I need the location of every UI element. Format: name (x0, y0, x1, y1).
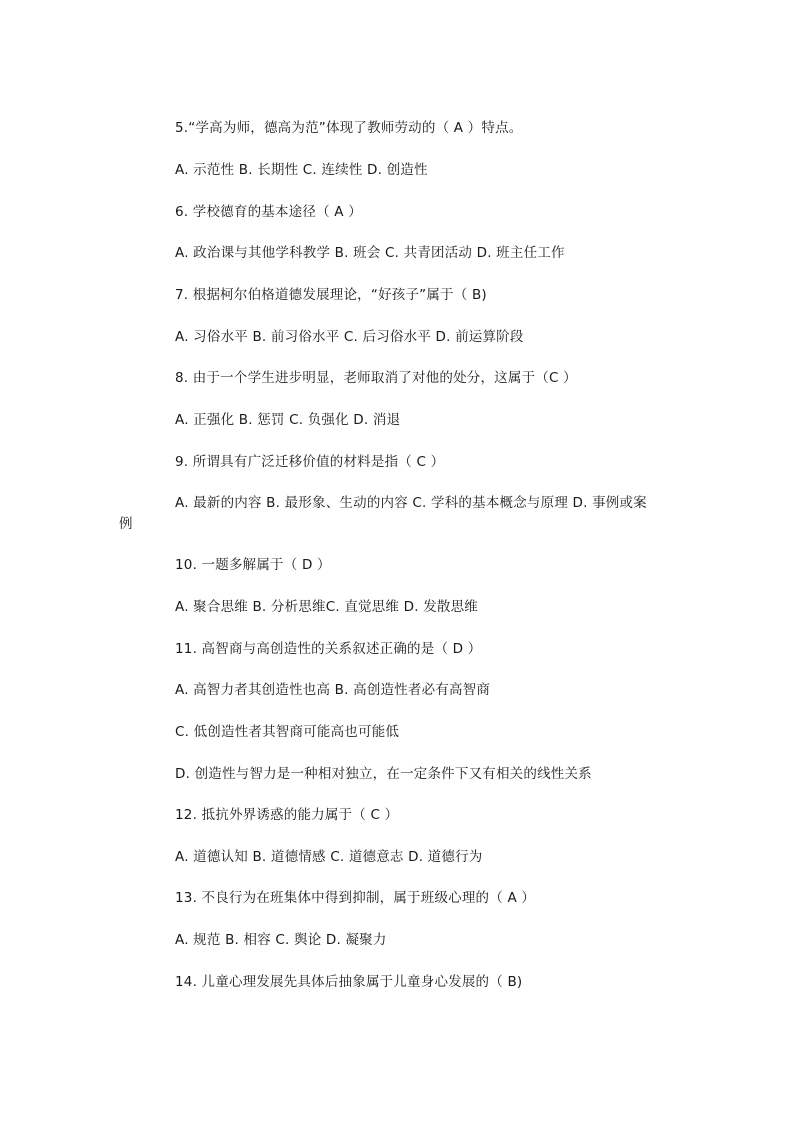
question-8: 8. 由于一个学生进步明显，老师取消了对他的处分，这属于（C ） (175, 370, 577, 386)
question-9: 9. 所谓具有广泛迁移价值的材料是指（ C ） (175, 454, 445, 470)
question-8-options: A. 正强化 B. 惩罚 C. 负强化 D. 消退 (175, 412, 401, 428)
question-9-options-wrap: 例 (119, 516, 133, 532)
question-10: 10. 一题多解属于（ D ） (175, 557, 331, 573)
question-12: 12. 抵抗外界诱惑的能力属于（ C ） (175, 807, 399, 823)
question-5: 5.“学高为师，德高为范”体现了教师劳动的（ A ）特点。 (175, 120, 523, 136)
question-9-options: A. 最新的内容 B. 最形象、生动的内容 C. 学科的基本概念与原理 D. 事例或案 (175, 495, 647, 511)
question-11-option-d: D. 创造性与智力是一种相对独立，在一定条件下又有相关的线性关系 (175, 766, 592, 782)
question-11: 11. 高智商与高创造性的关系叙述正确的是（ D ） (175, 641, 482, 657)
question-10-options: A. 聚合思维 B. 分析思维C. 直觉思维 D. 发散思维 (175, 599, 478, 615)
question-7: 7. 根据柯尔伯格道德发展理论，“好孩子”属于（ B) (175, 287, 487, 303)
question-12-options: A. 道德认知 B. 道德情感 C. 道德意志 D. 道德行为 (175, 849, 483, 865)
question-13-options: A. 规范 B. 相容 C. 舆论 D. 凝聚力 (175, 932, 387, 948)
question-11-option-c: C. 低创造性者其智商可能高也可能低 (175, 724, 400, 740)
question-6-options: A. 政治课与其他学科教学 B. 班会 C. 共青团活动 D. 班主任工作 (175, 245, 565, 261)
question-11-options-ab: A. 高智力者其创造性也高 B. 高创造性者必有高智商 (175, 682, 491, 698)
question-6: 6. 学校德育的基本途径（ A ） (175, 204, 362, 220)
question-7-options: A. 习俗水平 B. 前习俗水平 C. 后习俗水平 D. 前运算阶段 (175, 329, 524, 345)
question-5-options: A. 示范性 B. 长期性 C. 连续性 D. 创造性 (175, 162, 428, 178)
question-13: 13. 不良行为在班集体中得到抑制，属于班级心理的（ A ） (175, 890, 536, 906)
question-14: 14. 儿童心理发展先具体后抽象属于儿童身心发展的（ B) (175, 974, 523, 990)
